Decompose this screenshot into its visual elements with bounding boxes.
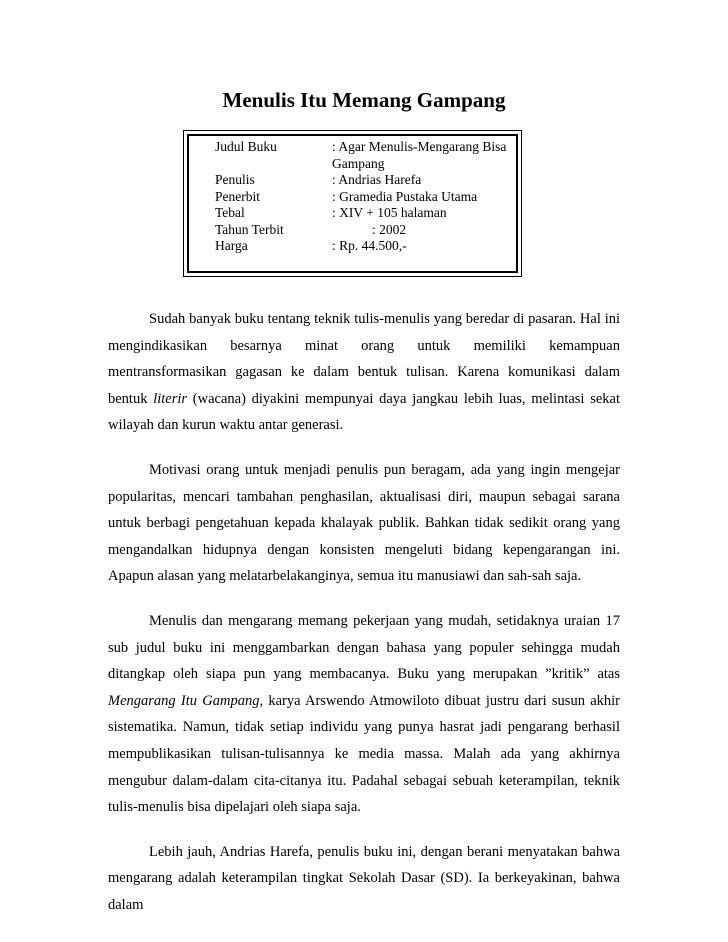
info-value: : XIV + 105 halaman: [332, 205, 447, 220]
paragraph-4: Lebih jauh, Andrias Harefa, penulis buku ini, dengan berani menyatakan bahwa mengarang adalah keterampilan tingkat Sekolah Dasar (SD). Ia berkeyakinan, bahwa dalam: [108, 843, 620, 913]
info-label: Penulis: [215, 172, 255, 187]
info-value: : Gramedia Pustaka Utama: [332, 188, 478, 204]
info-label: Tahun Terbit: [215, 221, 284, 237]
info-value: : Rp. 44.500,-: [332, 238, 407, 253]
info-label: Judul Buku: [215, 139, 277, 154]
info-label: Harga: [215, 238, 248, 253]
info-value: : Agar Menulis-Mengarang Bisa Gampang: [332, 139, 507, 171]
paragraph-2: Motivasi orang untuk menjadi penulis pun beragam, ada yang ingin mengejar popularitas, mencari tambahan penghasilan, aktualisasi diri, maupun sebagai sarana untuk berbagi pengetahuan kepada khalayak publik. Bahkan tidak sedikit orang yang mengandalkan hidupnya dengan konsisten mengeluti bidang kepengarangan ini. Apapun alasan yang melatarbelakanginya, semua itu manusiawi dan sah-sah saja.: [108, 461, 620, 585]
info-label: Tebal: [215, 205, 245, 220]
paragraph-1: [108, 306, 620, 439]
paragraph-text: (wacana) diyakini mempunyai daya jangkau lebih luas, melintasi sekat wilayah dan kurun waktu antar generasi.: [108, 390, 620, 434]
info-label: Penerbit: [215, 188, 260, 204]
paragraph-text: , karya Arswendo Atmowiloto dibuat justru dari susun akhir sistematika. Namun, tidak setiap individu yang punya hasrat jadi pengarang berhasil mempublikasikan tulisan-tulisannya ke media massa. Malah ada yang akhirnya mengubur dalam-dalam cita-citanya itu. Padahal sebagai sebuah keterampilan, teknik tulis-menulis bisa dipelajari oleh siapa saja.: [108, 692, 620, 816]
document-title: Menulis Itu Memang Gampang: [222, 88, 506, 112]
emphasis-text: literir: [153, 390, 188, 407]
info-value: : 2002: [372, 221, 407, 237]
paragraph-3: [108, 608, 620, 821]
paragraph-text: Menulis dan mengarang memang pekerjaan yang mudah, setidaknya uraian 17 sub judul buku ini menggambarkan dengan bahasa yang populer sehingga mudah ditangkap oleh siapa pun yang membacanya. Buku yang merupakan ”kritik” atas: [108, 612, 620, 683]
info-value: : Andrias Harefa: [332, 172, 422, 187]
article-body: [108, 306, 620, 936]
paragraph-text: Sudah banyak buku tentang teknik tulis-menulis yang beredar di pasaran. Hal ini mengindikasikan besarnya minat orang untuk memiliki kemampuan mentransformasikan gagasan ke dalam bentuk tulisan. Karena komunikasi dalam bentuk: [108, 311, 620, 407]
book-title-emphasis: Mengarang Itu Gampang: [108, 692, 260, 709]
